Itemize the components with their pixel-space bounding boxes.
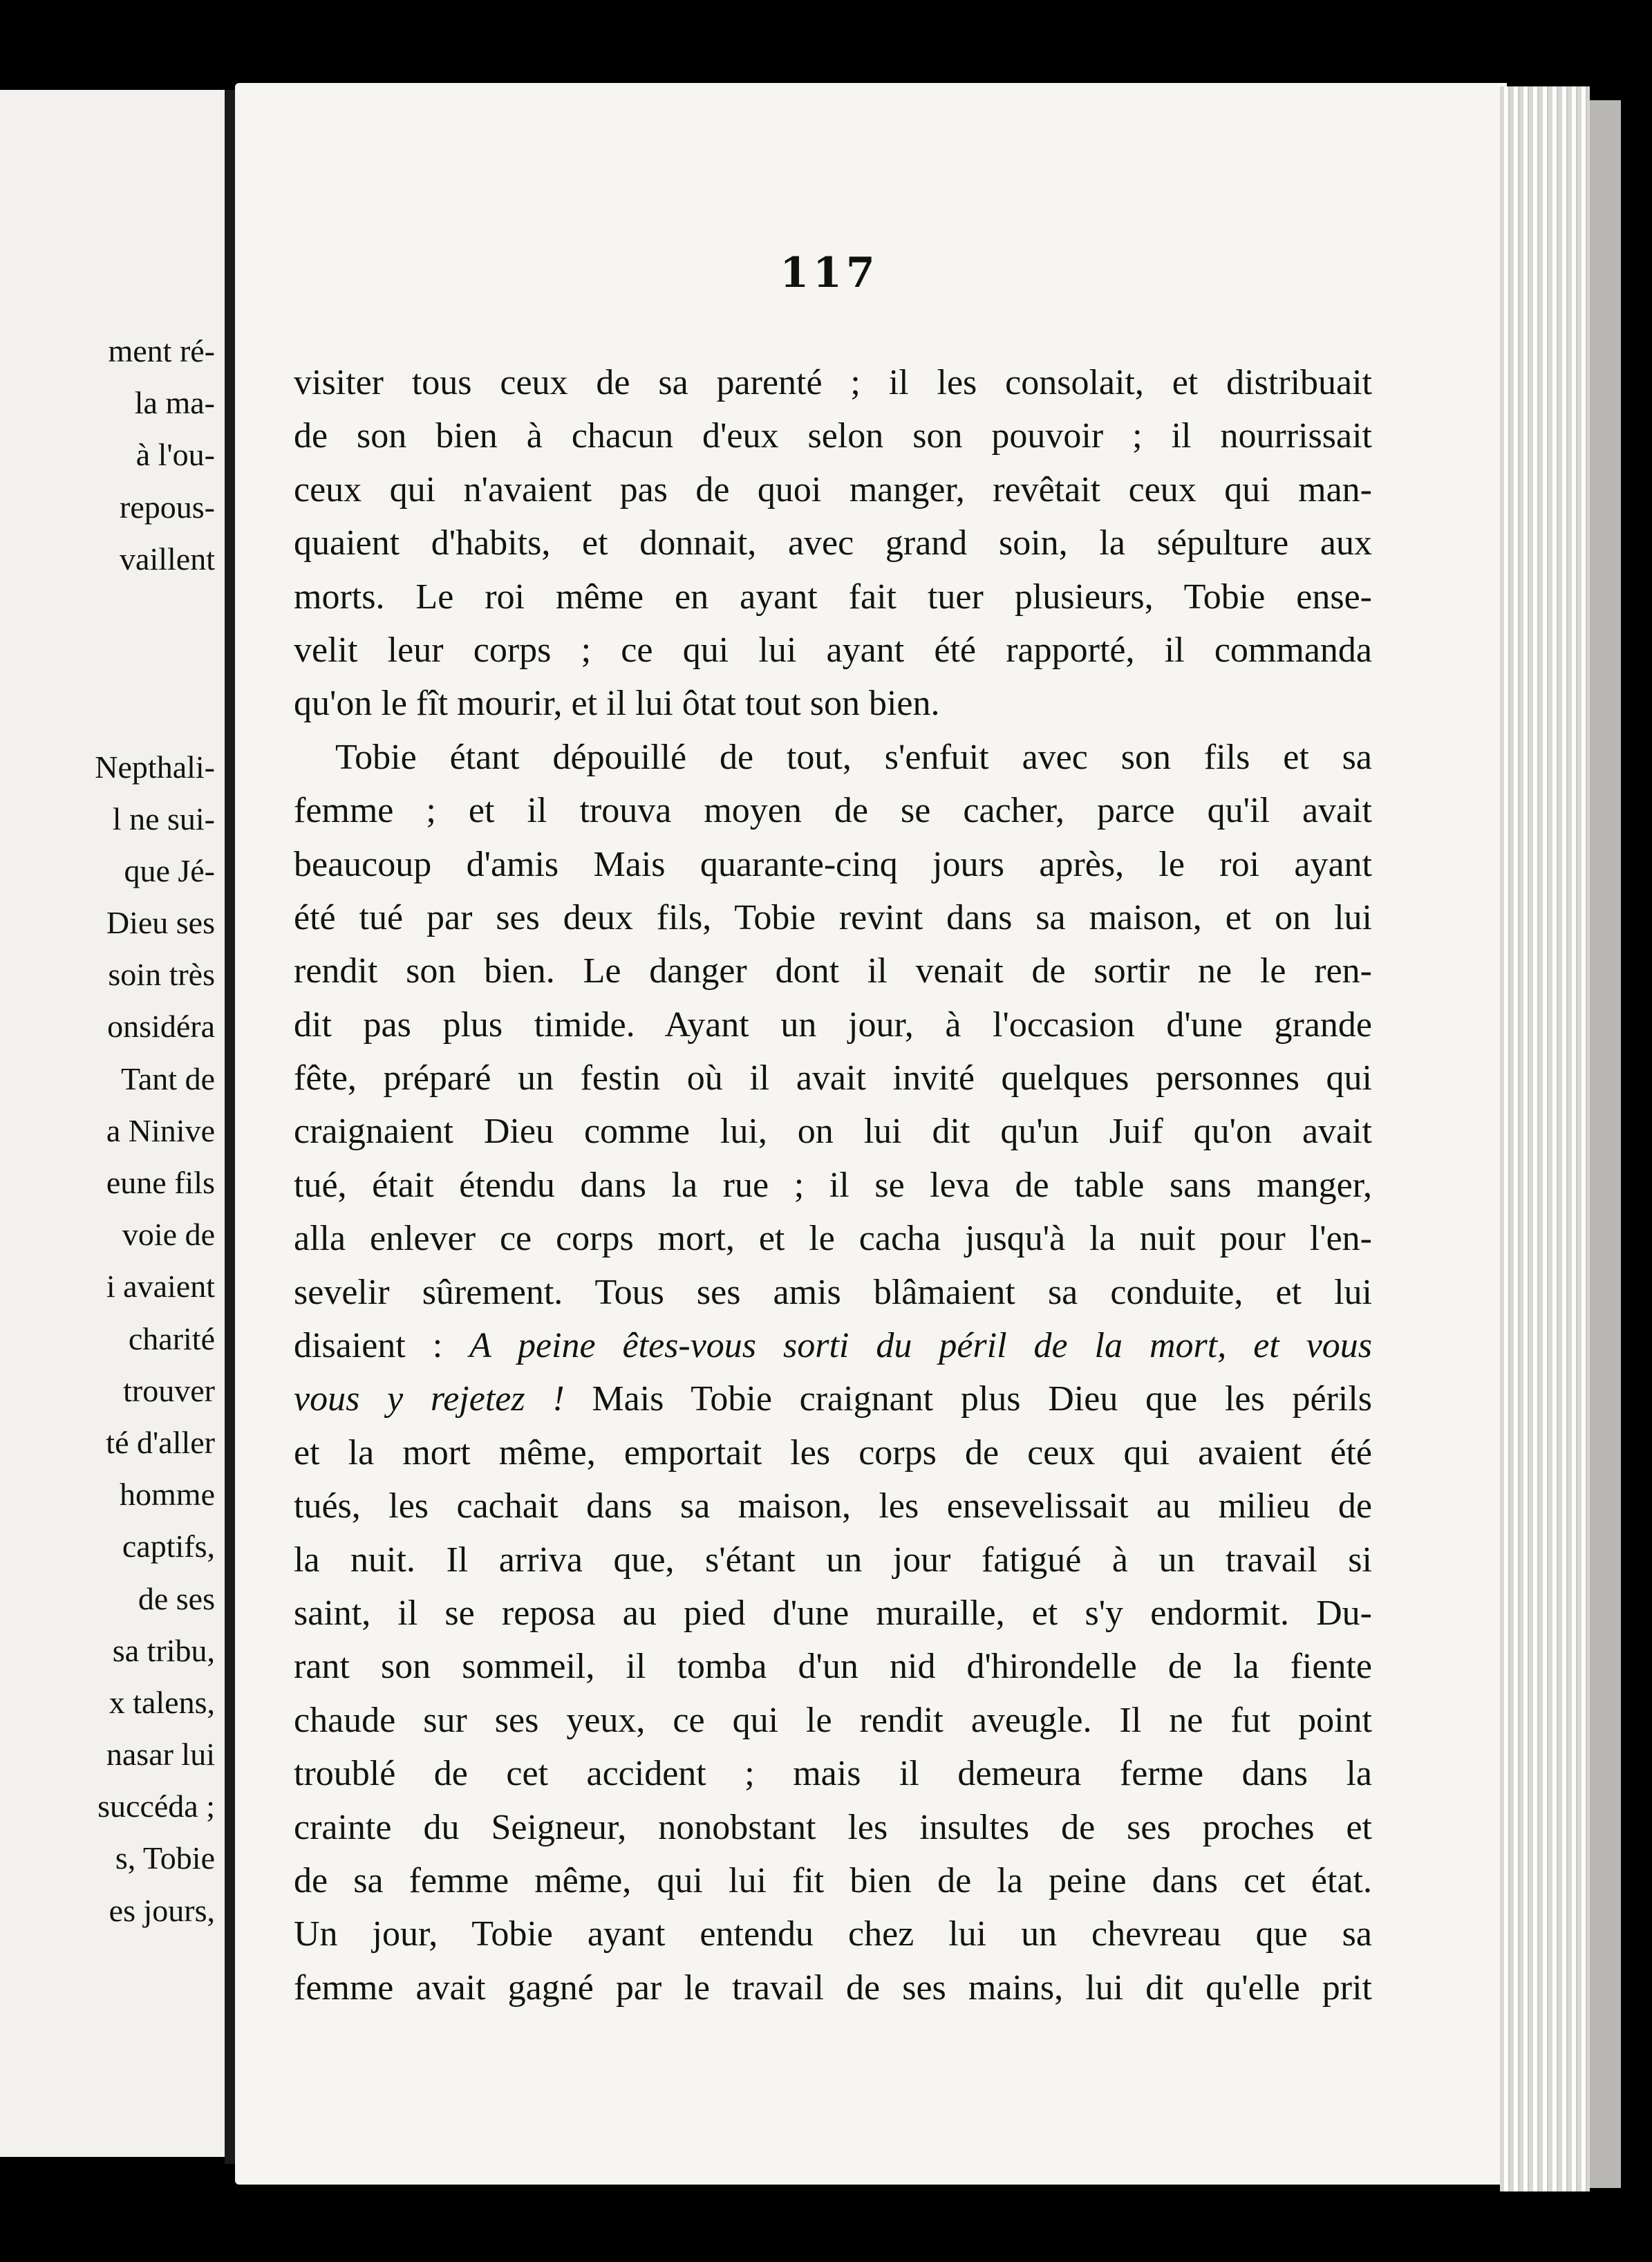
text-line bbox=[8, 637, 215, 689]
text-line: es jours, bbox=[109, 1892, 215, 1928]
text-line: té d'aller bbox=[106, 1424, 215, 1460]
text-line: s, Tobie bbox=[115, 1840, 215, 1876]
page-number: 117 bbox=[780, 249, 879, 297]
text-line: vaillent bbox=[120, 541, 215, 577]
page-body-text bbox=[294, 356, 1372, 2015]
text-line: femme avait gagné par le travail de ses mains, lui dit qu'elle prit bbox=[294, 1967, 1372, 2008]
text-line: ceux qui n'avaient pas de quoi manger, revêtait ceux qui man- bbox=[294, 469, 1372, 510]
text-line: soin très bbox=[108, 957, 215, 993]
previous-page bbox=[0, 90, 225, 2157]
text-line: nasar lui bbox=[106, 1737, 215, 1773]
page-edges bbox=[1500, 86, 1590, 2191]
text-line: l ne sui- bbox=[112, 801, 215, 836]
text-line: onsidéra bbox=[107, 1009, 215, 1045]
text-line: fête, préparé un festin où il avait invité quelques personnes qui bbox=[294, 1058, 1372, 1099]
text-line-with-italic bbox=[294, 1372, 1372, 1426]
text-line: sevelir sûrement. Tous ses amis blâmaient sa conduite, et lui bbox=[294, 1272, 1372, 1312]
text-line: a Ninive bbox=[106, 1112, 215, 1148]
text-line: dit pas plus timide. Ayant un jour, à l'occasion d'une grande bbox=[294, 1004, 1372, 1045]
text-line: trouver bbox=[123, 1372, 215, 1408]
text-line: quaient d'habits, et donnait, avec grand soin, la sépulture aux bbox=[294, 523, 1372, 563]
text-line: repous- bbox=[120, 489, 215, 525]
text-line bbox=[8, 689, 215, 740]
text-line: beaucoup d'amis Mais quarante-cinq jours après, le roi ayant bbox=[294, 844, 1372, 884]
text-line: troublé de cet accident ; mais il demeura ferme dans la bbox=[294, 1754, 1372, 1794]
text-line: Tant de bbox=[120, 1060, 215, 1096]
text-segment: Mais Tobie craignant plus Dieu que les périls bbox=[592, 1379, 1373, 1419]
text-line bbox=[8, 585, 215, 637]
text-line: charité bbox=[128, 1320, 215, 1356]
text-line: de sa femme même, qui lui fit bien de la peine dans cet état. bbox=[294, 1860, 1372, 1900]
text-line: craignaient Dieu comme lui, on lui dit qu'un Juif qu'on avait bbox=[294, 1112, 1372, 1152]
text-line: à l'ou- bbox=[135, 437, 215, 473]
text-line: rendit son bien. Le danger dont il venait de sortir ne le ren- bbox=[294, 951, 1372, 991]
italic-quote: A peine êtes-vous sorti du péril de la mort, et vous bbox=[469, 1326, 1373, 1366]
text-line: et la mort même, emportait les corps de ceux qui avaient été bbox=[294, 1432, 1372, 1473]
text-line: Nepthali- bbox=[95, 749, 215, 785]
text-line: eune fils bbox=[106, 1165, 215, 1200]
text-line: ment ré- bbox=[108, 333, 215, 368]
text-line: visiter tous ceux de sa parenté ; il les consolait, et distribuait bbox=[294, 363, 1372, 402]
text-line: alla enlever ce corps mort, et le cacha jusqu'à la nuit pour l'en- bbox=[294, 1219, 1372, 1259]
text-line: de son bien à chacun d'eux selon son pouvoir ; il nourrissait bbox=[294, 416, 1372, 456]
text-line: tué, était étendu dans la rue ; il se leva de table sans manger, bbox=[294, 1165, 1372, 1205]
text-line: la ma- bbox=[134, 385, 215, 421]
text-line: chaude sur ses yeux, ce qui le rendit aveugle. Il ne fut point bbox=[294, 1700, 1372, 1740]
text-line: que Jé- bbox=[124, 852, 215, 888]
text-line: i avaient bbox=[106, 1269, 215, 1305]
text-line: sa tribu, bbox=[112, 1632, 215, 1668]
text-line: saint, il se reposa au pied d'une muraille, et s'y endormit. Du- bbox=[294, 1593, 1372, 1633]
text-line-with-italic bbox=[294, 1319, 1372, 1372]
text-line: la nuit. Il arriva que, s'étant un jour fatigué à un travail si bbox=[294, 1540, 1372, 1580]
text-line: femme ; et il trouva moyen de se cacher, parce qu'il avait bbox=[294, 791, 1372, 831]
text-line: tués, les cachait dans sa maison, les ensevelissait au milieu de bbox=[294, 1486, 1372, 1526]
previous-page-text bbox=[8, 325, 215, 1936]
text-line: de ses bbox=[138, 1580, 215, 1616]
text-line: qu'on le fît mourir, et il lui ôtat tout son bien. bbox=[294, 684, 940, 724]
text-line: Dieu ses bbox=[106, 905, 215, 941]
book-cover-edge bbox=[1590, 100, 1621, 2188]
text-line: succéda ; bbox=[97, 1788, 215, 1824]
text-line: captifs, bbox=[122, 1529, 215, 1564]
text-line: morts. Le roi même en ayant fait tuer plusieurs, Tobie ense- bbox=[294, 577, 1372, 617]
text-line: rant son sommeil, il tomba d'un nid d'hirondelle de la fiente bbox=[294, 1647, 1372, 1687]
text-line: x talens, bbox=[109, 1684, 215, 1720]
text-line: crainte du Seigneur, nonobstant les insultes de ses proches et bbox=[294, 1807, 1372, 1847]
text-line: velit leur corps ; ce qui lui ayant été rapporté, il commanda bbox=[294, 630, 1372, 670]
text-line: voie de bbox=[122, 1217, 215, 1253]
text-line: Un jour, Tobie ayant entendu chez lui un chevreau que sa bbox=[294, 1914, 1372, 1954]
text-line: été tué par ses deux fils, Tobie revint dans sa maison, et on lui bbox=[294, 897, 1372, 937]
text-line: homme bbox=[120, 1477, 215, 1513]
text-segment: disaient : bbox=[294, 1326, 443, 1366]
italic-quote: vous y rejetez ! bbox=[294, 1379, 565, 1419]
text-line: Tobie étant dépouillé de tout, s'enfuit avec son fils et sa bbox=[335, 737, 1372, 777]
